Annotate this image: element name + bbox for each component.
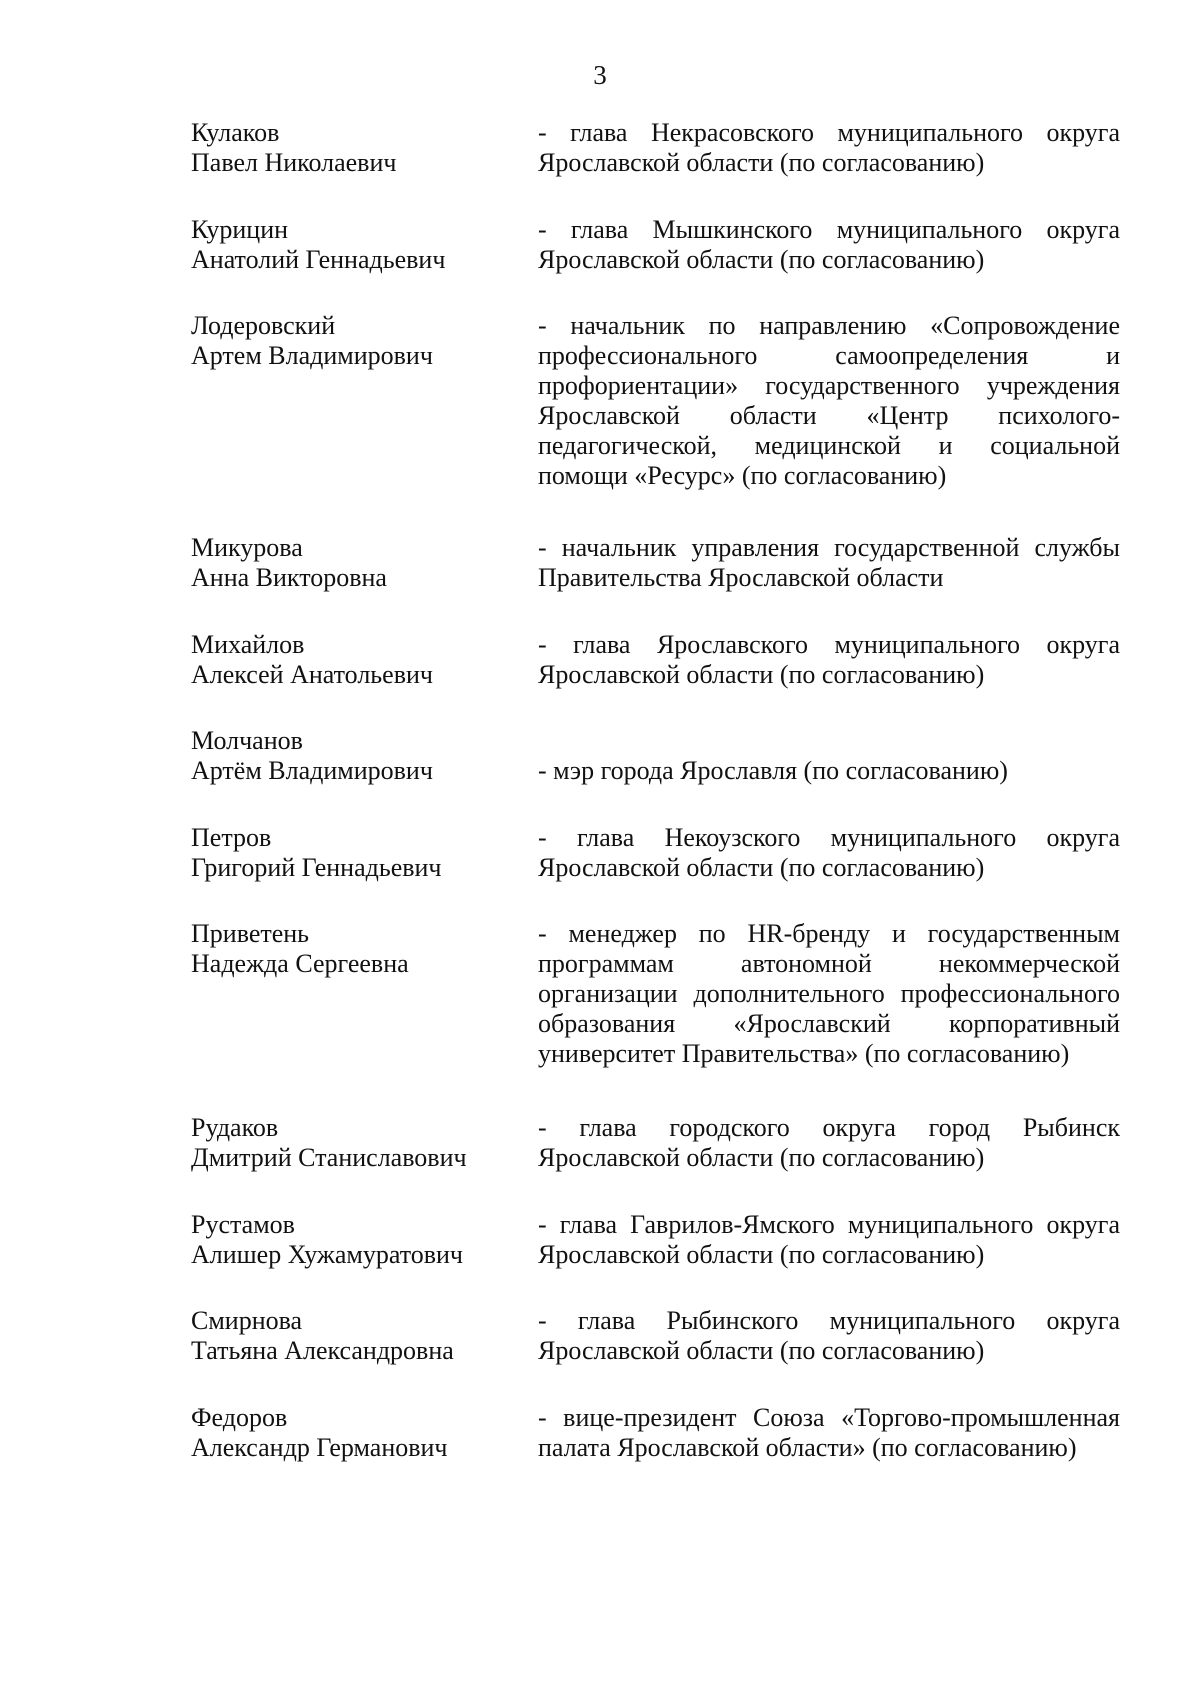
member-surname: Рустамов <box>191 1210 295 1239</box>
member-given-names: Алишер Хужамуратович <box>191 1240 463 1269</box>
member-surname: Микурова <box>191 533 303 562</box>
member-position: - глава Гаврилов-Ямского муниципального округа Ярославской области (по согласованию) <box>538 1210 1120 1269</box>
member-name <box>191 118 521 178</box>
member-given-names: Дмитрий Станиславович <box>191 1143 467 1172</box>
member-position: - менеджер по HR-бренду и государственным программам автономной некоммерческой организации дополнительного профессионального образования «Ярославский корпоративный университет Правительства» (по согласованию) <box>538 919 1120 1068</box>
member-surname: Кулаков <box>191 118 280 147</box>
member-name <box>191 919 521 979</box>
member-surname: Петров <box>191 823 272 852</box>
member-surname: Рудаков <box>191 1113 279 1142</box>
member-name <box>191 1210 521 1270</box>
member-position: - глава Ярославского муниципального округа Ярославской области (по согласованию) <box>538 630 1120 689</box>
member-given-names: Григорий Геннадьевич <box>191 853 442 882</box>
member-given-names: Татьяна Александровна <box>191 1336 454 1365</box>
member-position: - глава Мышкинского муниципального округа Ярославской области (по согласованию) <box>538 215 1120 274</box>
member-given-names: Алексей Анатольевич <box>191 660 433 689</box>
member-given-names: Александр Германович <box>191 1433 448 1462</box>
member-given-names: Артем Владимирович <box>191 341 433 370</box>
member-name <box>191 215 521 275</box>
member-given-names: Надежда Сергеевна <box>191 949 409 978</box>
member-surname: Молчанов <box>191 726 303 755</box>
member-name <box>191 726 521 786</box>
member-given-names: Артём Владимирович <box>191 756 433 785</box>
member-surname: Федоров <box>191 1403 288 1432</box>
member-surname: Михайлов <box>191 630 305 659</box>
member-surname: Смирнова <box>191 1306 303 1335</box>
member-position: - глава Некоузского муниципального округа Ярославской области (по согласованию) <box>538 823 1120 882</box>
member-given-names: Анна Викторовна <box>191 563 387 592</box>
member-name <box>191 1403 521 1463</box>
member-surname: Приветень <box>191 919 310 948</box>
member-name <box>191 823 521 883</box>
member-position: - глава Рыбинского муниципального округа Ярославской области (по согласованию) <box>538 1306 1120 1365</box>
member-name <box>191 1306 521 1366</box>
member-position: - начальник по направлению «Сопровождение профессионального самоопределения и профориентации» государственного учреждения Ярославской области «Центр психолого-педагогической, медицинской и социальной помощи «Ресурс» (по согласованию) <box>538 311 1120 490</box>
member-given-names: Анатолий Геннадьевич <box>191 245 446 274</box>
member-name <box>191 1113 521 1173</box>
member-position: - глава Некрасовского муниципального округа Ярославской области (по согласованию) <box>538 118 1120 177</box>
member-position: - начальник управления государственной службы Правительства Ярославской области <box>538 533 1120 592</box>
member-name <box>191 533 521 593</box>
member-name <box>191 630 521 690</box>
member-position: - вице-президент Союза «Торгово-промышленная палата Ярославской области» (по согласованию) <box>538 1403 1120 1462</box>
member-surname: Курицин <box>191 215 289 244</box>
member-position: - глава городского округа город Рыбинск Ярославской области (по согласованию) <box>538 1113 1120 1172</box>
member-position: - мэр города Ярославля (по согласованию) <box>538 756 1008 785</box>
member-given-names: Павел Николаевич <box>191 148 397 177</box>
member-surname: Лодеровский <box>191 311 336 340</box>
member-name <box>191 311 521 371</box>
page-number: 3 <box>593 60 607 90</box>
